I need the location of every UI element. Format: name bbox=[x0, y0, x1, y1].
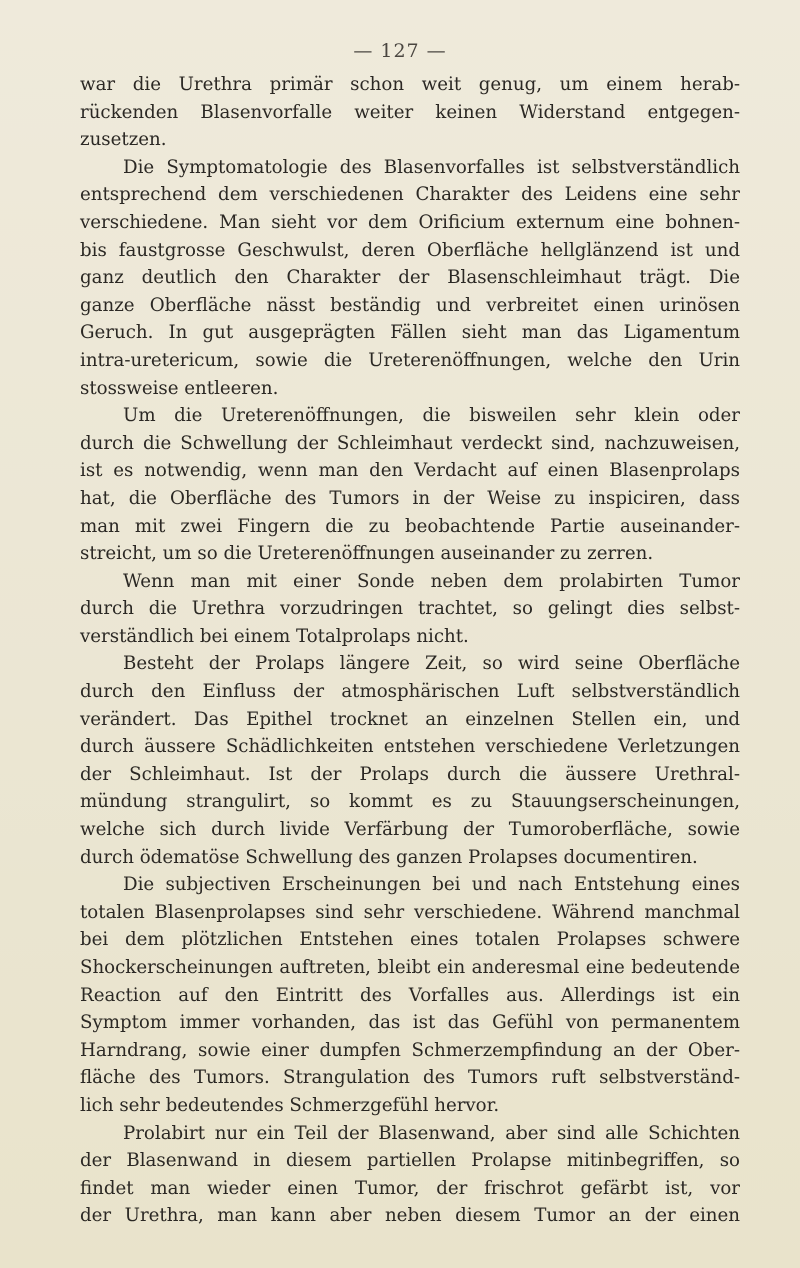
text-line: hat, die Oberfläche des Tumors in der Weise zu inspiciren, dass bbox=[80, 487, 740, 509]
text-line: Reaction auf den Eintritt des Vorfalles aus. Allerdings ist ein bbox=[80, 984, 740, 1006]
text-line: stossweise entleeren. bbox=[80, 377, 279, 399]
text-line: verständlich bei einem Totalprolaps nicht. bbox=[80, 625, 469, 647]
text-line: durch den Einfluss der atmosphärischen Luft selbstverständlich bbox=[80, 681, 740, 703]
text-line: bis faustgrosse Geschwulst, deren Oberfläche hellglänzend ist und bbox=[80, 239, 740, 261]
text-line: totalen Blasenprolapses sind sehr verschiedene. Während manchmal bbox=[80, 901, 740, 923]
body-text bbox=[80, 71, 740, 1230]
text-line: intra-uretericum, sowie die Ureterenöffnungen, welche den Urin bbox=[80, 349, 740, 371]
text-line: durch die Urethra vorzudringen trachtet, so gelingt dies selbst- bbox=[80, 598, 740, 620]
text-line: Um die Ureterenöffnungen, die bisweilen sehr klein oder bbox=[123, 405, 740, 427]
text-line: Die subjectiven Erscheinungen bei und nach Entstehung eines bbox=[123, 874, 740, 896]
text-line: entsprechend dem verschiedenen Charakter des Leidens eine sehr bbox=[80, 184, 740, 206]
text-line: ganze Oberfläche nässt beständig und verbreitet einen urinösen bbox=[80, 294, 740, 316]
text-line: der Schleimhaut. Ist der Prolaps durch die äussere Urethral- bbox=[80, 763, 740, 785]
text-line: der Urethra, man kann aber neben diesem Tumor an der einen bbox=[80, 1205, 740, 1227]
text-line: Besteht der Prolaps längere Zeit, so wird seine Oberfläche bbox=[123, 653, 740, 675]
text-line: fläche des Tumors. Strangulation des Tumors ruft selbstverständ- bbox=[80, 1067, 740, 1089]
page-number: — 127 — bbox=[353, 40, 447, 62]
text-line: war die Urethra primär schon weit genug, um einem herab- bbox=[80, 74, 740, 95]
text-line: bei dem plötzlichen Entstehen eines totalen Prolapses schwere bbox=[80, 929, 740, 951]
text-line: verändert. Das Epithel trocknet an einzelnen Stellen ein, und bbox=[80, 708, 740, 730]
text-line: Geruch. In gut ausgeprägten Fällen sieht man das Ligamentum bbox=[80, 322, 740, 344]
text-line: Prolabirt nur ein Teil der Blasenwand, aber sind alle Schichten bbox=[123, 1122, 740, 1144]
text-line: rückenden Blasenvorfalle weiter keinen Widerstand entgegen- bbox=[80, 101, 740, 123]
text-line: durch ödematöse Schwellung des ganzen Prolapses documentiren. bbox=[80, 846, 698, 868]
text-line: mündung strangulirt, so kommt es zu Stauungserscheinungen, bbox=[80, 791, 740, 813]
text-line: verschiedene. Man sieht vor dem Orificium externum eine bohnen- bbox=[80, 211, 740, 233]
text-line: ist es notwendig, wenn man den Verdacht auf einen Blasenprolaps bbox=[80, 460, 740, 482]
text-line: Symptom immer vorhanden, das ist das Gefühl von permanentem bbox=[80, 1012, 740, 1034]
text-line: welche sich durch livide Verfärbung der Tumoroberfläche, sowie bbox=[80, 819, 740, 841]
text-line: findet man wieder einen Tumor, der frischrot gefärbt ist, vor bbox=[80, 1177, 740, 1199]
text-line: durch äussere Schädlichkeiten entstehen verschiedene Verletzungen bbox=[80, 736, 740, 758]
text-line: Harndrang, sowie einer dumpfen Schmerzempfindung an der Ober- bbox=[80, 1039, 740, 1061]
text-line: man mit zwei Fingern die zu beobachtende Partie auseinander- bbox=[80, 515, 740, 537]
text-line: Shockerscheinungen auftreten, bleibt ein anderesmal eine bedeutende bbox=[80, 957, 740, 978]
text-line: Die Symptomatologie des Blasenvorfalles ist selbstverständlich bbox=[123, 156, 740, 178]
text-line: lich sehr bedeutendes Schmerzgefühl hervor. bbox=[80, 1094, 500, 1116]
text-line: ganz deutlich den Charakter der Blasenschleimhaut trägt. Die bbox=[80, 267, 740, 289]
text-line: durch die Schwellung der Schleimhaut verdeckt sind, nachzuweisen, bbox=[80, 432, 740, 454]
text-line: zusetzen. bbox=[80, 129, 167, 151]
text-line: der Blasenwand in diesem partiellen Prolapse mitinbegriffen, so bbox=[80, 1150, 740, 1172]
text-line: streicht, um so die Ureterenöffnungen auseinander zu zerren. bbox=[80, 543, 654, 565]
text-line: Wenn man mit einer Sonde neben dem prolabirten Tumor bbox=[123, 570, 740, 592]
